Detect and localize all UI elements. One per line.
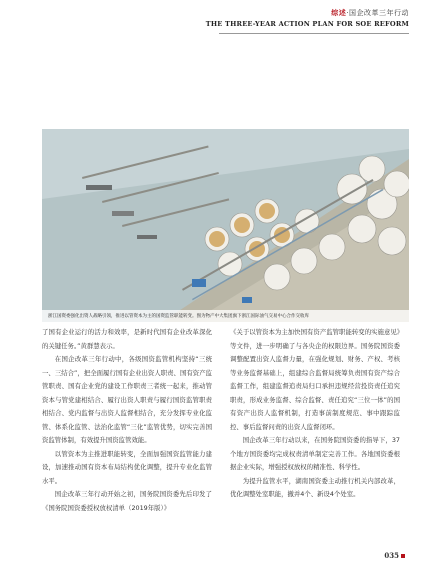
right-paragraph-1: 《关于以管资本为主加快国有资产监管职能转变的实施意见》等文件，进一步明确了与各央企的权限边界。国务院国资委调整配置出资人监督力量，在强化规划、财务、产权、考核等业务监督基础上，组建综合监督局统筹负责国有资产综合监督工作，组建监督追责局归口承担违规经营投资责任追究职责，形成业务监督、综合监督、责任追究“三位一体”的国有资产出资人监督机制，打造事前制度规范、事中跟踪监控、事后监督问责的出资人监督闭环。 (230, 328, 400, 431)
page-number-marker (401, 554, 405, 558)
left-paragraph-1: 了国有企业运行的活力和效率，是新时代国有企业改革深化的关键任务。”黄群慧表示。 (42, 328, 212, 350)
running-header (206, 8, 409, 28)
photo-caption-bar (42, 310, 409, 322)
header-section-title: ·国企改革三年行动 (346, 9, 409, 17)
page-number (384, 551, 405, 560)
left-text-column (42, 326, 212, 515)
oil-storage-illustration (42, 129, 409, 322)
left-paragraph-4: 国企改革三年行动开始之初，国务院国资委先后印发了《国务院国资委授权放权清单（2019年版）》 (42, 490, 212, 512)
oil-storage-photo (42, 129, 409, 322)
right-paragraph-3: 为提升监管水平，湖南国资委主动推行机关内部改革，优化调整处室职能，撤并4个、新设4个处室。 (230, 476, 400, 498)
header-divider (219, 33, 409, 34)
right-paragraph-2: 国企改革三年行动以来，在国务院国资委的指导下，37个地方国资委均完成权责清单制定完善工作。各地国资委根据企业实际，增强授权放权的精准性、科学性。 (230, 436, 400, 471)
photo-caption: 浙江国资委强化出资人战略引领，推进以管资本为主的国资监管职能转变。图为物产中大集团旗下浙江国际油气交易中心合作交收库 (48, 314, 309, 319)
header-section-label (206, 8, 409, 18)
left-paragraph-2: 在国企改革三年行动中，各级国资监管机构坚持“三统一、三结合”，把全面履行国有企业出资人职责、国有资产监管职责、国有企业党的建设工作职责三者统一起来，推动管资本与管党建相结合、履行出资人职责与履行国资监管职责相结合、党内监督与出资人监督相结合，充分发挥专业化监管、体系化监管、法治化监管“三化”监管优势，切实完善国资监管体制，有效提升国资监管效能。 (42, 355, 212, 444)
header-section-accent: 综述 (331, 9, 347, 17)
right-text-column (230, 326, 400, 502)
header-english-title: THE THREE-YEAR ACTION PLAN FOR SOE REFORM (205, 20, 409, 28)
left-paragraph-3: 以管资本为主推进职能转变，全面加强国资监管能力建设，加速推动国有资本布局结构优化调整，提升专业化监管水平。 (42, 449, 212, 485)
page-number-value: 035 (384, 551, 399, 560)
